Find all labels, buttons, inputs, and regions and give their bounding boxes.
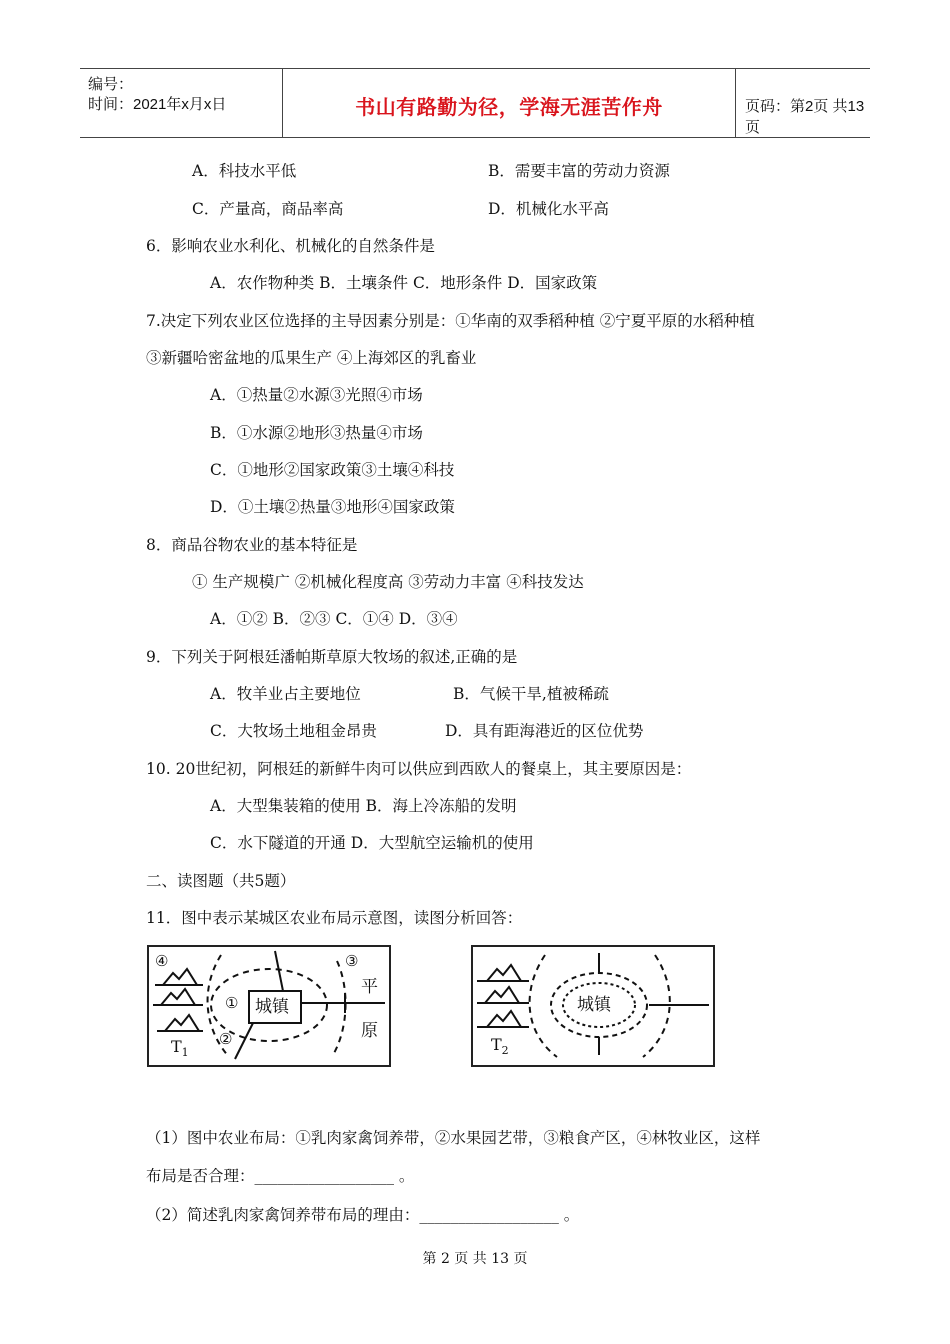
q11-stem: 11．图中表示某城区农业布局示意图，读图分析回答： [146,909,523,927]
q5-option-a: A．科技水平低 [192,162,297,180]
q5-option-b: B．需要丰富的劳动力资源 [488,162,670,180]
figure-t2 [471,945,715,1067]
mountain-icon [487,1011,521,1027]
mountain-icon [163,969,197,985]
town-label: 城镇 [577,995,611,1015]
motto: 书山有路勤为径，学海无涯苦作舟 [355,95,663,119]
page-footer: 第 2 页 共 13 页 [422,1251,528,1267]
town-label: 城镇 [255,997,289,1017]
q6-stem: 6．影响农业水利化、机械化的自然条件是 [146,237,435,255]
marker-2: ② [219,1030,233,1048]
plain-label-1: 平 [361,977,378,997]
date-label: 时间：2021年x月x日 [88,96,227,113]
page-header [80,68,870,138]
mountain-icon [487,965,521,981]
q10-options-cd: C．水下隧道的开通 D．大型航空运输机的使用 [210,834,534,852]
q9-option-d: D．具有距海港近的区位优势 [445,722,644,740]
q10-stem: 10. 20世纪初，阿根廷的新鲜牛肉可以供应到西欧人的餐桌上，其主要原因是： [146,760,692,778]
figure-t2-label: $T_2$ [491,1035,509,1058]
figure-t1-label: $T_1$ [171,1037,189,1060]
section-heading: 二、读图题（共5题） [146,872,296,890]
q8-options: A．①② B．②③ C．①④ D．③④ [210,610,458,628]
q7-option-c: C．①地形②国家政策③土壤④科技 [210,461,455,479]
q6-options: A．农作物种类 B．土壤条件 C．地形条件 D．国家政策 [210,274,598,292]
q5-option-d: D．机械化水平高 [488,200,609,218]
marker-3: ③ [345,952,359,970]
q11-sub1-line1: （1）图中农业布局：①乳肉家禽饲养带，②水果园艺带，③粮食产区，④林牧业区，这样 [146,1129,761,1147]
mountain-icon [161,989,195,1005]
q7-stem-line2: ③新疆哈密盆地的瓜果生产 ④上海郊区的乳畜业 [146,349,477,367]
q9-option-a: A．牧羊业占主要地位 [210,685,361,703]
q7-stem-line1: 7.决定下列农业区位选择的主导因素分别是：①华南的双季稻种植 ②宁夏平原的水稻种植 [146,312,755,330]
q9-option-b: B．气候干旱,植被稀疏 [453,685,609,703]
mountain-icon [165,1015,199,1031]
marker-4: ④ [155,952,169,970]
q7-option-d: D．①土壤②热量③地形④国家政策 [210,498,455,516]
mountain-icon [485,987,519,1003]
header-right-cell [735,69,870,137]
page-label: 页码：第2页 共13页 [745,98,865,136]
plain-label-2: 原 [361,1021,378,1041]
q8-stem: 8．商品谷物农业的基本特征是 [146,536,358,554]
figure-t1 [147,945,391,1067]
q10-options-ab: A．大型集装箱的使用 B．海上冷冻船的发明 [210,797,517,815]
q11-sub1-line2: 布局是否合理：__________________ 。 [146,1167,415,1185]
q7-option-a: A．①热量②水源③光照④市场 [210,386,423,404]
serial-label: 编号： [88,76,134,93]
q7-option-b: B．①水源②地形③热量④市场 [210,424,423,442]
header-left-cell [80,69,282,137]
q11-sub2: （2）简述乳肉家禽饲养带布局的理由：__________________ 。 [146,1206,580,1224]
q8-items: ① 生产规模广 ②机械化程度高 ③劳动力丰富 ④科技发达 [192,573,584,591]
q9-stem: 9．下列关于阿根廷潘帕斯草原大牧场的叙述,正确的是 [146,648,518,666]
q5-option-c: C．产量高，商品率高 [192,200,344,218]
q9-option-c: C．大牧场土地租金昂贵 [210,722,377,740]
marker-1: ① [225,994,239,1012]
header-motto-cell [282,69,736,137]
